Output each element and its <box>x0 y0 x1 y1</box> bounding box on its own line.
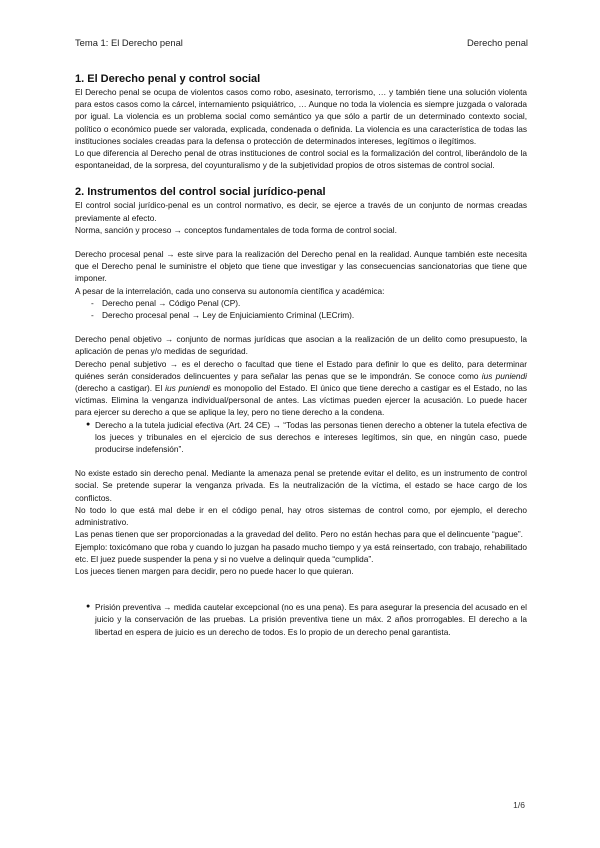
section-1-paragraph: Lo que diferencia al Derecho penal de otras instituciones de control social es la formalización del control, liberándolo de la espontaneidad, de la sorpresa, del coyunturalismo y de la subjetividad propios de otros sistemas de control social. <box>75 148 527 171</box>
section-2-paragraph: A pesar de la interrelación, cada uno conserva su autonomía científica y académica: <box>75 285 385 296</box>
header-topic: Tema 1: El Derecho penal <box>75 37 183 48</box>
list-item: ● Prisión preventiva → medida cautelar excepcional (no es una pena). Es para asegurar la presencia del acusado en el juicio y la conservación de las pruebas. La prisión preventiva tiene un máx. 2 años prorrogables. El derecho a la libertad en espera de juicio es un derecho de todos. Es lo propio de un derecho penal garantista. <box>75 601 527 638</box>
section-2-title: 2. Instrumentos del control social jurídico-penal <box>75 186 326 199</box>
section-2-paragraph: Derecho penal objetivo → conjunto de normas jurídicas que asocian a la realización de un delito como presupuesto, la aplicación de penas y/o medidas de seguridad. <box>75 334 527 357</box>
section-1-title: 1. El Derecho penal y control social <box>75 73 261 85</box>
section-2-paragraph: No todo lo que está mal debe ir en el código penal, hay otros sistemas de control como, por ejemplo, el derecho administrativo. <box>75 504 527 528</box>
section-2-paragraph: Norma, sanción y proceso → conceptos fundamentales de toda forma de control social. <box>75 224 397 235</box>
list-item: ● Derecho a la tutela judicial efectiva (Art. 24 CE) → “Todas las personas tienen derecho a obtener la tutela efectiva de los jueces y tribunales en el ejercicio de sus derechos e intereses legítimos, sin que, en ningún caso, puede producirse indefensión”. <box>75 419 527 456</box>
page-number: 1/6 <box>513 800 525 810</box>
ius-puniendi-term: ius puniendi <box>481 370 527 381</box>
list-item: - Derecho penal → Código Penal (CP). <box>75 297 527 309</box>
section-2-paragraph: No existe estado sin derecho penal. Mediante la amenaza penal se pretende evitar el delito, es un instrumento de control social. Se pretende superar la venganza privada. Es la neutralización de la víctima, el estado se hace cargo de los conflictos. <box>75 468 527 503</box>
section-2-paragraph: Derecho penal subjetivo → es el derecho o facultad que tiene el Estado para definir lo que es delito, para determinar quiénes serán considerados delincuentes y para señalar las penas que se le impondrán. Se conoce como ius puniendi (derecho a castigar). El ius puniendi es monopolio del Estado. El único que tiene derecho a castigar es el Estado, no las víctimas. Elimina la venganza individual/personal de antes. Las víctimas pueden ejercer la acusación. Lo puede hacer para ejercer su derecho a que se aplique la ley, pero no tiene derecho a la condena. <box>75 358 528 418</box>
section-2-paragraph: El control social jurídico-penal es un control normativo, es decir, se ejerce a través de un conjunto de normas creadas previamente al efecto. <box>75 200 527 223</box>
section-2-paragraph: Las penas tienen que ser proporcionadas a la gravedad del delito. Pero no están hechas para que el delincuente “pague”. <box>75 529 523 540</box>
ius-puniendi-term: ius puniendi <box>165 383 210 394</box>
dash-list <box>75 297 527 321</box>
section-1-paragraph: El Derecho penal se ocupa de violentos casos como robo, asesinato, terrorismo, … y también tiene una solución violenta para estos casos como la cárcel, internamiento psiquiátrico, … Aunque no toda la violencia es siempre juzgada o valorada por igual. La violencia es un problema social como semántico ya que sólo a partir de un determinado contexto social, político o económico puede ser valorada, explicada, condenada o definida. La violencia es una característica de todas las instituciones sociales creadas para la defensa o protección de determinados intereses, legítimos o ilegítimos. <box>75 87 527 146</box>
header-subject: Derecho penal <box>467 37 528 48</box>
section-2-paragraph: Ejemplo: toxicómano que roba y cuando lo juzgan ha pasado mucho tiempo y ya está reinsertado, con trabajo, rehabilitado etc. El juez puede suspender la pena y si no vuelve a delinquir queda “cumplida”. <box>75 541 527 564</box>
document-body <box>75 72 527 638</box>
list-item: - Derecho procesal penal → Ley de Enjuiciamiento Criminal (LECrim). <box>75 309 527 321</box>
bullet-list <box>75 601 527 638</box>
bullet-list <box>75 419 527 456</box>
section-2-paragraph: Derecho procesal penal → este sirve para la realización del Derecho penal en la realidad. Aunque también este necesita que el Derecho penal le suministre el objeto que tiene que investigar y las consecuencias sancionatorias que tiene que imponer. <box>75 249 527 284</box>
section-2-paragraph: Los jueces tienen margen para decidir, pero no puede hacer lo que quieran. <box>75 565 354 576</box>
